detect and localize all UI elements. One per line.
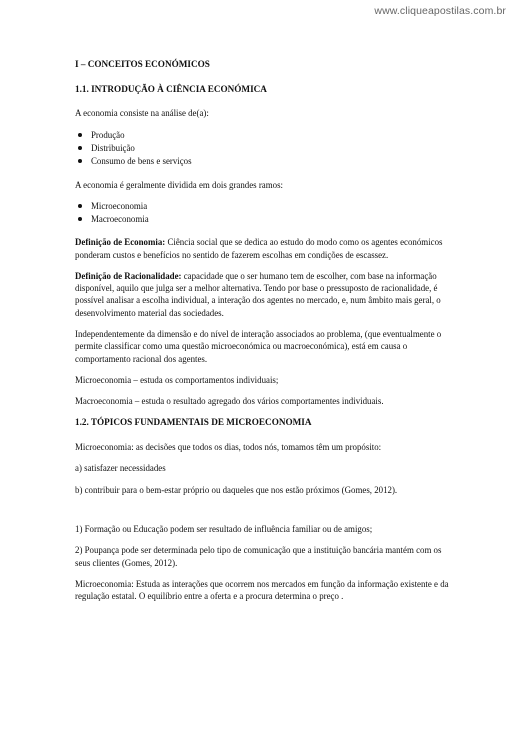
document-page bbox=[75, 58, 455, 611]
list-item-label: Produção bbox=[91, 129, 125, 140]
paragraph-macroeconomics: Macroeconomia – estuda o resultado agregado dos vários comportamentes individuais. bbox=[75, 396, 384, 407]
bullet-icon bbox=[78, 146, 82, 150]
bullet-icon bbox=[78, 204, 82, 208]
paragraph-microeconomics: Microeconomia – estuda os comportamentos individuais; bbox=[75, 374, 279, 385]
item-b: b) contribuir para o bem-estar próprio ou daqueles que nos estão próximos (Gomes, 2012). bbox=[75, 484, 398, 495]
list-item bbox=[75, 142, 455, 154]
definition-label: Definição de Racionalidade: bbox=[75, 270, 182, 281]
list-item bbox=[75, 213, 455, 225]
definition-rationality bbox=[75, 270, 455, 319]
microeconomics-intro-text: Microeconomia: as decisões que todos os dias, todos nós, tomamos têm um propósito: bbox=[75, 442, 382, 453]
list-item-label: Consumo de bens e serviços bbox=[91, 156, 192, 167]
paragraph-final: Microeconomia: Estuda as interações que ocorrem nos mercados em função da informação existente e da regulação estatal. O equilíbrio entre a oferta e a procura determina o preço . bbox=[75, 578, 449, 602]
definition-text: capacidade que o ser humano tem de escolher, com base na informação disponível, aquilo que julga ser a melhor alternativa. Tendo por base o pressuposto de racionalidade, é possível analisar a escolha individual, a interação dos agentes no mercado, e, num âmbito mais geral, o desenvolvimento material das sociedades. bbox=[75, 270, 441, 318]
item-a: a) satisfazer necessidades bbox=[75, 463, 166, 474]
list-item bbox=[75, 129, 455, 141]
economy-branches-list bbox=[75, 200, 455, 226]
bullet-icon bbox=[78, 159, 82, 163]
definition-economy bbox=[75, 236, 455, 261]
branches-intro-text: A economia é geralmente dividida em dois grandes ramos: bbox=[75, 179, 284, 190]
section-heading-1-2: 1.2. TÓPICOS FUNDAMENTAIS DE MICROECONOMIA bbox=[75, 417, 312, 428]
economy-intro-text: A economia consiste na análise de(a): bbox=[75, 108, 209, 119]
paragraph-independent: Independentemente da dimensão e do nível de interação associados ao problema, (que eventualmente o permite classificar como uma questão microeconómica ou macroeconómica), está em causa o comportamento racional dos agentes. bbox=[75, 329, 442, 364]
list-item-label: Macroeconomia bbox=[91, 214, 149, 225]
list-item-label: Microeconomia bbox=[91, 200, 148, 211]
site-watermark: www.cliqueapostilas.com.br bbox=[374, 5, 506, 17]
bullet-icon bbox=[78, 217, 82, 221]
list-item bbox=[75, 155, 455, 167]
item-2: 2) Poupança pode ser determinada pelo tipo de comunicação que a instituição bancária mantém com os seus clientes (Gomes, 2012). bbox=[75, 545, 442, 568]
economy-analysis-list bbox=[75, 129, 455, 168]
item-1: 1) Formação ou Educação podem ser resultado de influência familiar ou de amigos; bbox=[75, 523, 373, 534]
definition-label: Definição de Economia: bbox=[75, 237, 166, 248]
list-item bbox=[75, 200, 455, 212]
spacer bbox=[75, 505, 455, 523]
section-heading-1-1: 1.1. INTRODUÇÃO À CIÊNCIA ECONÓMICA bbox=[75, 83, 267, 94]
chapter-heading: I – CONCEITOS ECONÓMICOS bbox=[75, 59, 210, 69]
bullet-icon bbox=[78, 133, 82, 137]
definition-text: Ciência social que se dedica ao estudo do modo como os agentes económicos ponderam custos e benefícios no sentido de fazerem escolhas em condições de escassez. bbox=[75, 237, 443, 260]
list-item-label: Distribuição bbox=[91, 142, 135, 153]
